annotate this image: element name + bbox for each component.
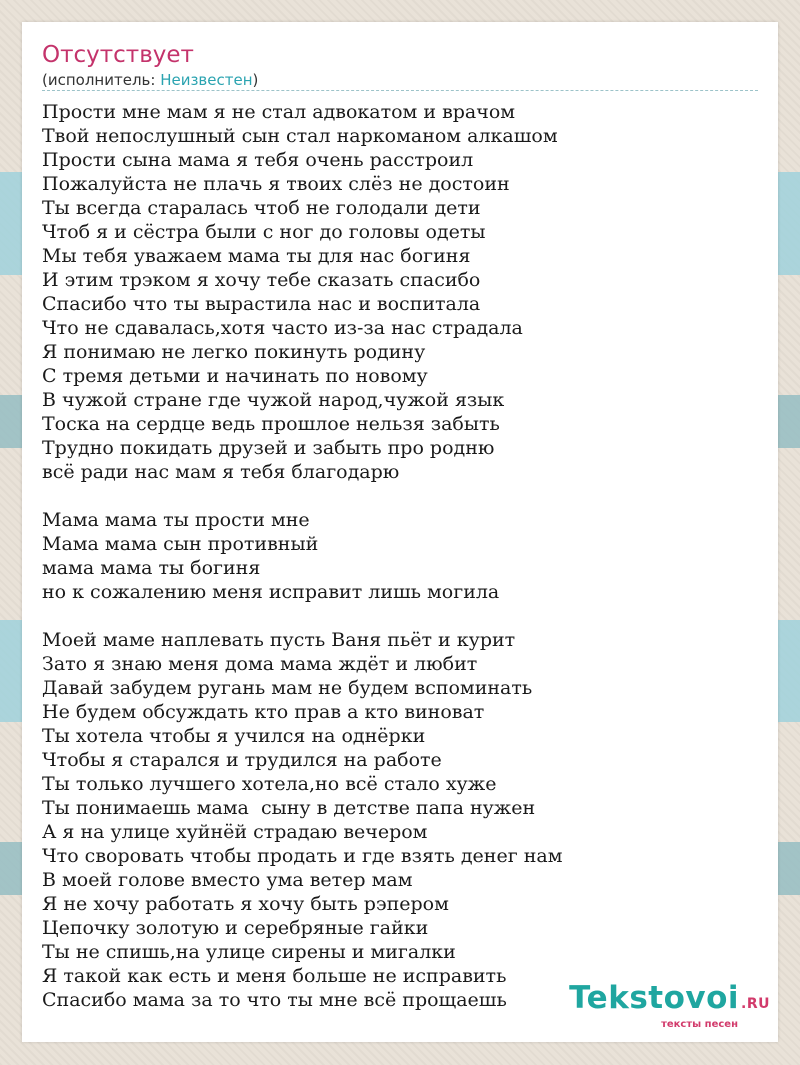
lyric-line: Я такой как есть и меня больше не исправить (42, 965, 507, 987)
lyric-line: Давай забудем ругань мам не будем вспоминать (42, 677, 533, 699)
lyric-line: но к сожалению меня исправит лишь могила (42, 581, 500, 603)
logo-tagline: тексты песен (661, 1019, 738, 1030)
lyric-line: Моей маме наплевать пусть Ваня пьёт и курит (42, 629, 516, 651)
lyric-line: Ты только лучшего хотела,но всё стало хуже (42, 773, 497, 795)
lyric-line: Прости мне мам я не стал адвокатом и врачом (42, 101, 516, 123)
lyric-line: А я на улице хуйнёй страдаю вечером (42, 821, 428, 843)
lyric-line: Пожалуйста не плачь я твоих слёз не достоин (42, 173, 510, 195)
lyric-line: Чтоб я и сёстра были с ног до головы одеты (42, 221, 486, 243)
lyrics-text (42, 100, 762, 1012)
logo-domain: .RU (741, 996, 770, 1012)
lyric-line: Мама мама сын противный (42, 533, 319, 555)
performer-line (42, 71, 258, 89)
song-title: Отсутствует (42, 42, 194, 68)
lyric-line: В чужой стране где чужой народ,чужой язык (42, 389, 505, 411)
lyrics-card (22, 22, 778, 1042)
title-divider (42, 90, 758, 91)
lyric-line: Тоска на сердце ведь прошлое нельзя забыть (42, 413, 500, 435)
lyric-line: Спасибо мама за то что ты мне всё прощаешь (42, 989, 507, 1011)
lyric-line: Зато я знаю меня дома мама ждёт и любит (42, 653, 478, 675)
lyric-line: мама мама ты богиня (42, 557, 261, 579)
lyric-line: Трудно покидать друзей и забыть про родню (42, 437, 495, 459)
lyric-line: С тремя детьми и начинать по новому (42, 365, 428, 387)
lyric-line: Твой непослушный сын стал наркоманом алкашом (42, 125, 558, 147)
stanza-break (42, 604, 762, 628)
lyric-line: Что не сдавалась,хотя часто из-за нас страдала (42, 317, 523, 339)
lyric-line: всё ради нас мам я тебя благодарю (42, 461, 400, 483)
artist-link[interactable]: Неизвестен (160, 71, 253, 89)
lyric-line: Я понимаю не легко покинуть родину (42, 341, 426, 363)
lyric-line: Что своровать чтобы продать и где взять денег нам (42, 845, 563, 867)
lyric-line: И этим трэком я хочу тебе сказать спасибо (42, 269, 481, 291)
site-logo[interactable] (569, 982, 770, 1030)
stanza-break (42, 484, 762, 508)
lyric-line: Спасибо что ты вырастила нас и воспитала (42, 293, 481, 315)
lyric-line: Ты не спишь,на улице сирены и мигалки (42, 941, 456, 963)
lyric-line: Ты понимаешь мама сыну в детстве папа нужен (42, 797, 536, 819)
lyric-line: Ты всегда старалась чтоб не голодали дети (42, 197, 481, 219)
lyric-line: Мы тебя уважаем мама ты для нас богиня (42, 245, 471, 267)
lyric-line: Прости сына мама я тебя очень расстроил (42, 149, 474, 171)
lyric-line: Не будем обсуждать кто прав а кто виноват (42, 701, 485, 723)
performer-suffix: ) (252, 71, 259, 89)
lyric-line: Ты хотела чтобы я учился на однёрки (42, 725, 426, 747)
lyric-line: Мама мама ты прости мне (42, 509, 310, 531)
lyric-line: Я не хочу работать я хочу быть рэпером (42, 893, 449, 915)
lyric-line: Цепочку золотую и серебряные гайки (42, 917, 429, 939)
lyric-line: В моей голове вместо ума ветер мам (42, 869, 413, 891)
logo-name: Tekstovoi (569, 980, 740, 1016)
lyric-line: Чтобы я старался и трудился на работе (42, 749, 442, 771)
performer-prefix: (исполнитель: (42, 71, 161, 89)
